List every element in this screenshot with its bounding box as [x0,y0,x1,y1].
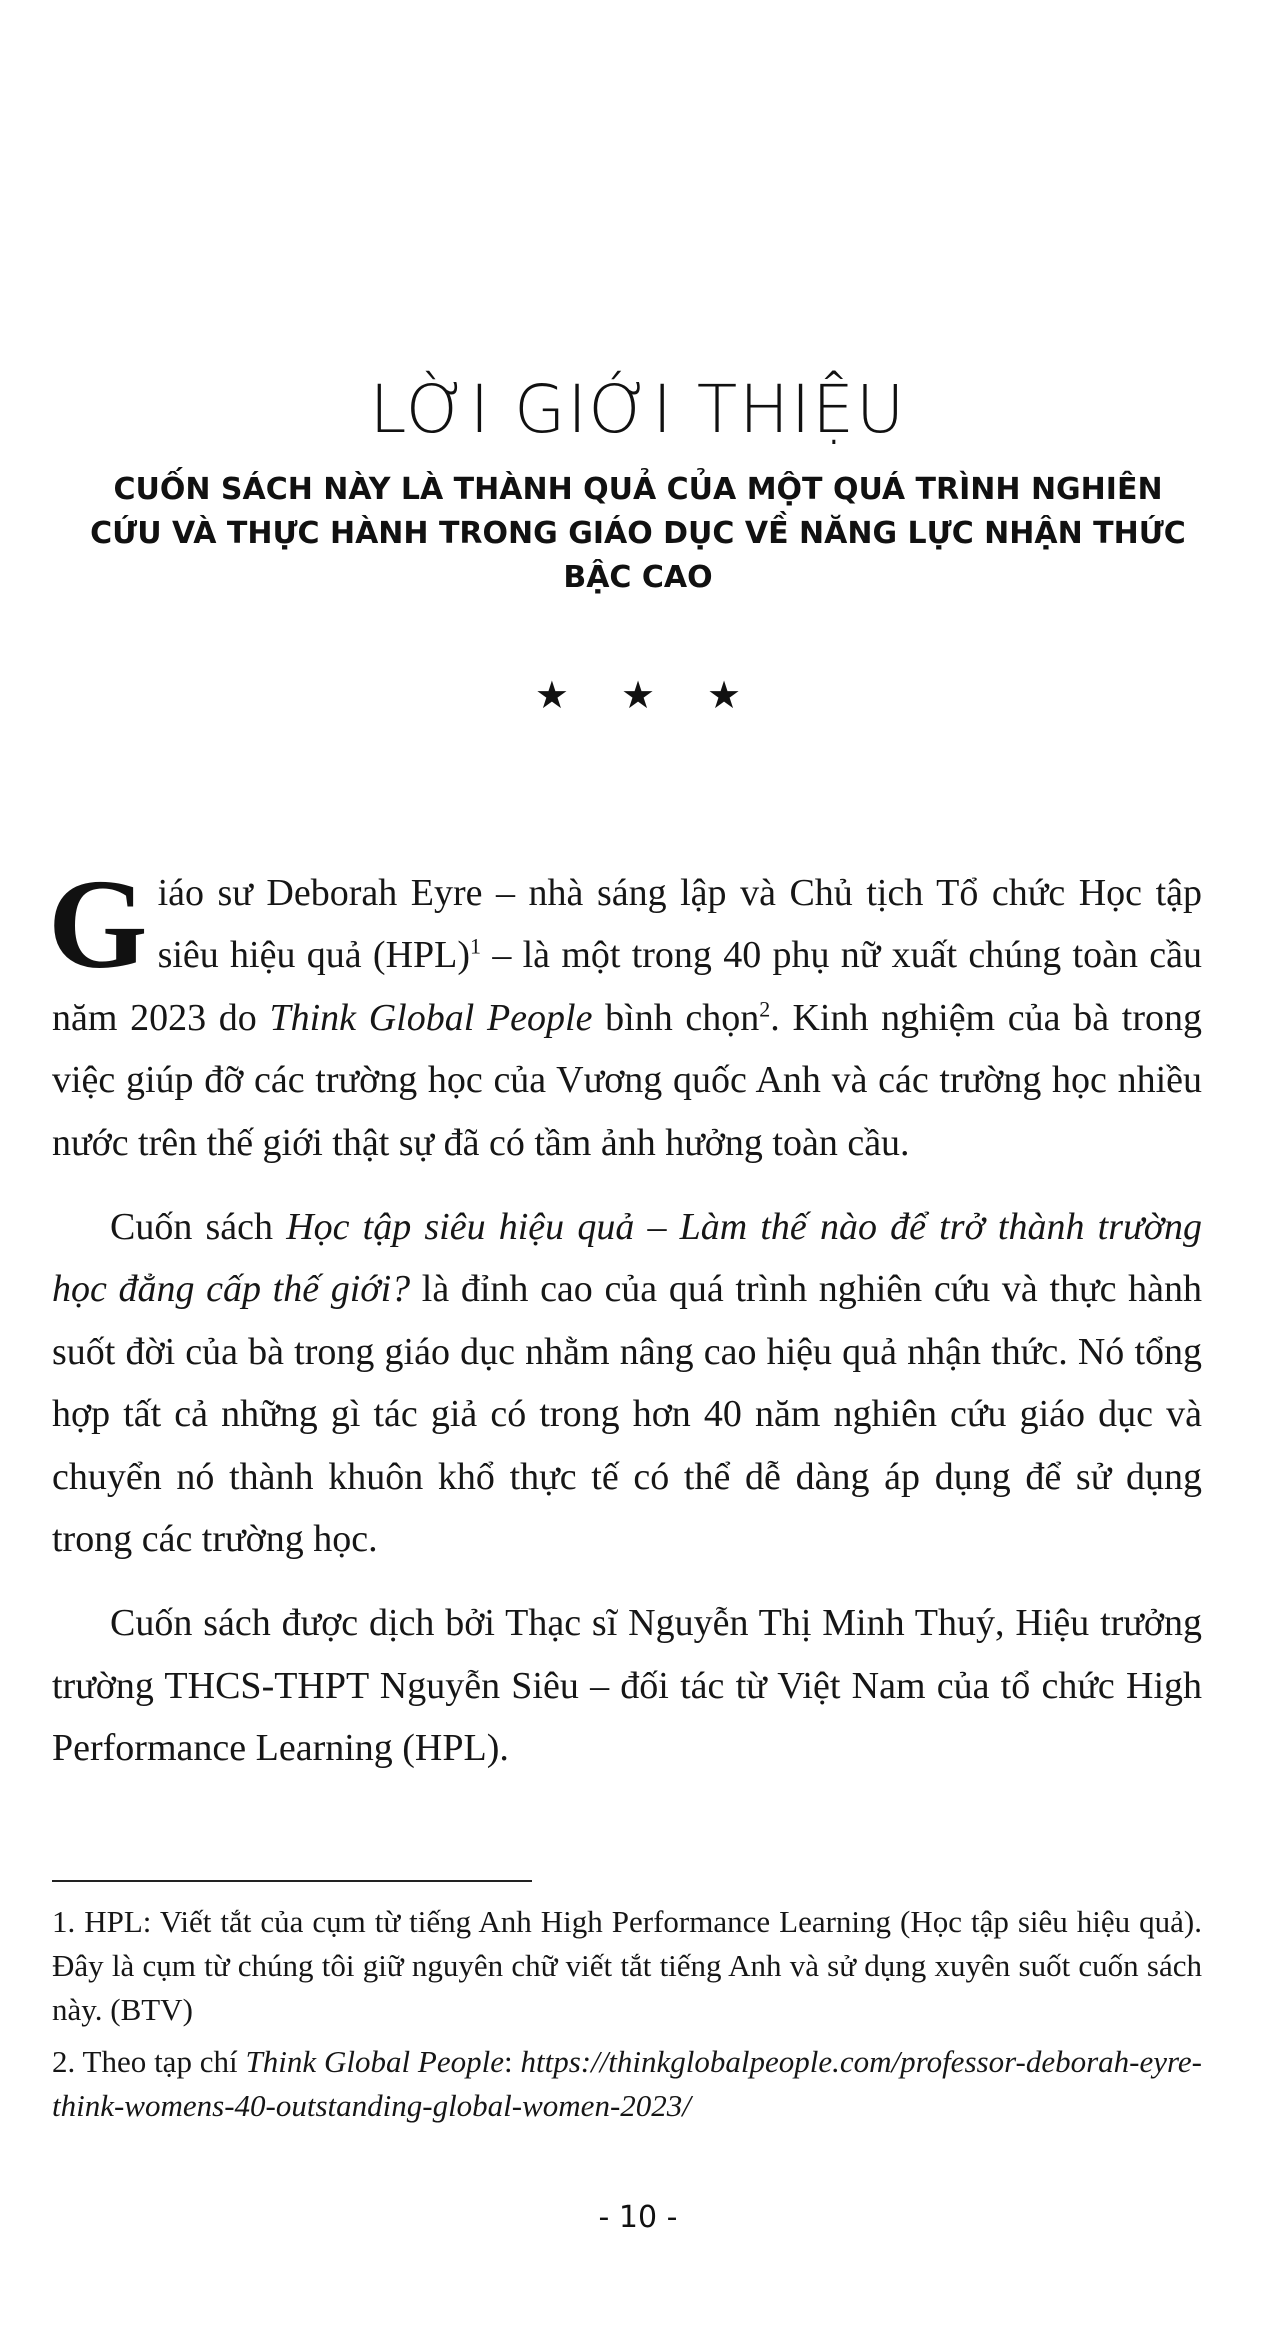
book-title: Học tập siêu hiệu quả – Làm thế nào để trở thành trường học đẳng cấp thế giới? [52,1206,1202,1311]
section-divider-stars [0,670,1276,720]
page-title: LỜI GIỚI THIỆU [369,371,907,448]
publication-name: Think Global People [269,996,593,1039]
footnote-ref-1: 1 [470,933,482,959]
body-text [48,853,1202,1802]
footnote-divider [52,1880,532,1882]
drop-cap: G [48,853,148,995]
page-subtitle: CUỐN SÁCH NÀY LÀ THÀNH QUẢ CỦA MỘT QUÁ TRÌNH NGHIÊN CỨU VÀ THỰC HÀNH TRONG GIÁO DỤC VỀ NĂNG LỰC NHẬN THỨC BẬC CAO [90,472,1186,595]
star-icon: ★ [534,673,569,717]
footnote-ref-2: 2 [759,996,771,1022]
footnote-1: 1. HPL: Viết tắt của cụm từ tiếng Anh High Performance Learning (Học tập siêu hiệu quả). Đây là cụm từ chúng tôi giữ nguyên chữ viết tắt tiếng Anh và sử dụng xuyên suốt cuốn sách này. (BTV) [52,1904,1202,2027]
footnote-url: https://thinkglobalpeople.com/professor-deborah-eyre-think-womens-40-outstanding-global-women-2023/ [52,2044,1202,2123]
paragraph-translator: Cuốn sách được dịch bởi Thạc sĩ Nguyễn Thị Minh Thuý, Hiệu trưởng trường THCS-THPT Nguyễn Siêu – đối tác từ Việt Nam của tổ chức High Performance Learning (HPL). [52,1602,1202,1770]
star-icon: ★ [707,673,742,717]
star-icon: ★ [620,673,656,717]
footnote-2: 2. Theo tạp chí Think Global People: https://thinkglobalpeople.com/professor-deborah-eyre-think-womens-40-outstanding-global-women-2023/ [52,2044,1202,2123]
paragraph-book: Cuốn sách Học tập siêu hiệu quả – Làm thế nào để trở thành trường học đẳng cấp thế giới? là đỉnh cao của quá trình nghiên cứu và thực hành suốt đời của bà trong giáo dục nhằm nâng cao hiệu quả nhận thức. Nó tổng hợp tất cả những gì tác giả có trong hơn 40 năm nghiên cứu giáo dục và chuyển nó thành khuôn khổ thực tế có thể dễ dàng áp dụng để sử dụng trong các trường học. [52,1206,1202,1561]
page-number: - 10 - [598,2200,678,2235]
paragraph-intro: Giáo sư Deborah Eyre – nhà sáng lập và Chủ tịch Tổ chức Học tập siêu hiệu quả (HPL)$^1$ – là một trong 40 phụ nữ xuất chúng toàn cầu năm 2023 do Think Global People bình chọn$^2$. Kinh nghiệm của bà trong việc giúp đỡ các trường học của Vương quốc Anh và các trường học nhiều nước trên thế giới thật sự đã có tầm ảnh hưởng toàn cầu. [48,853,1202,1164]
footnotes [52,1900,1202,2136]
